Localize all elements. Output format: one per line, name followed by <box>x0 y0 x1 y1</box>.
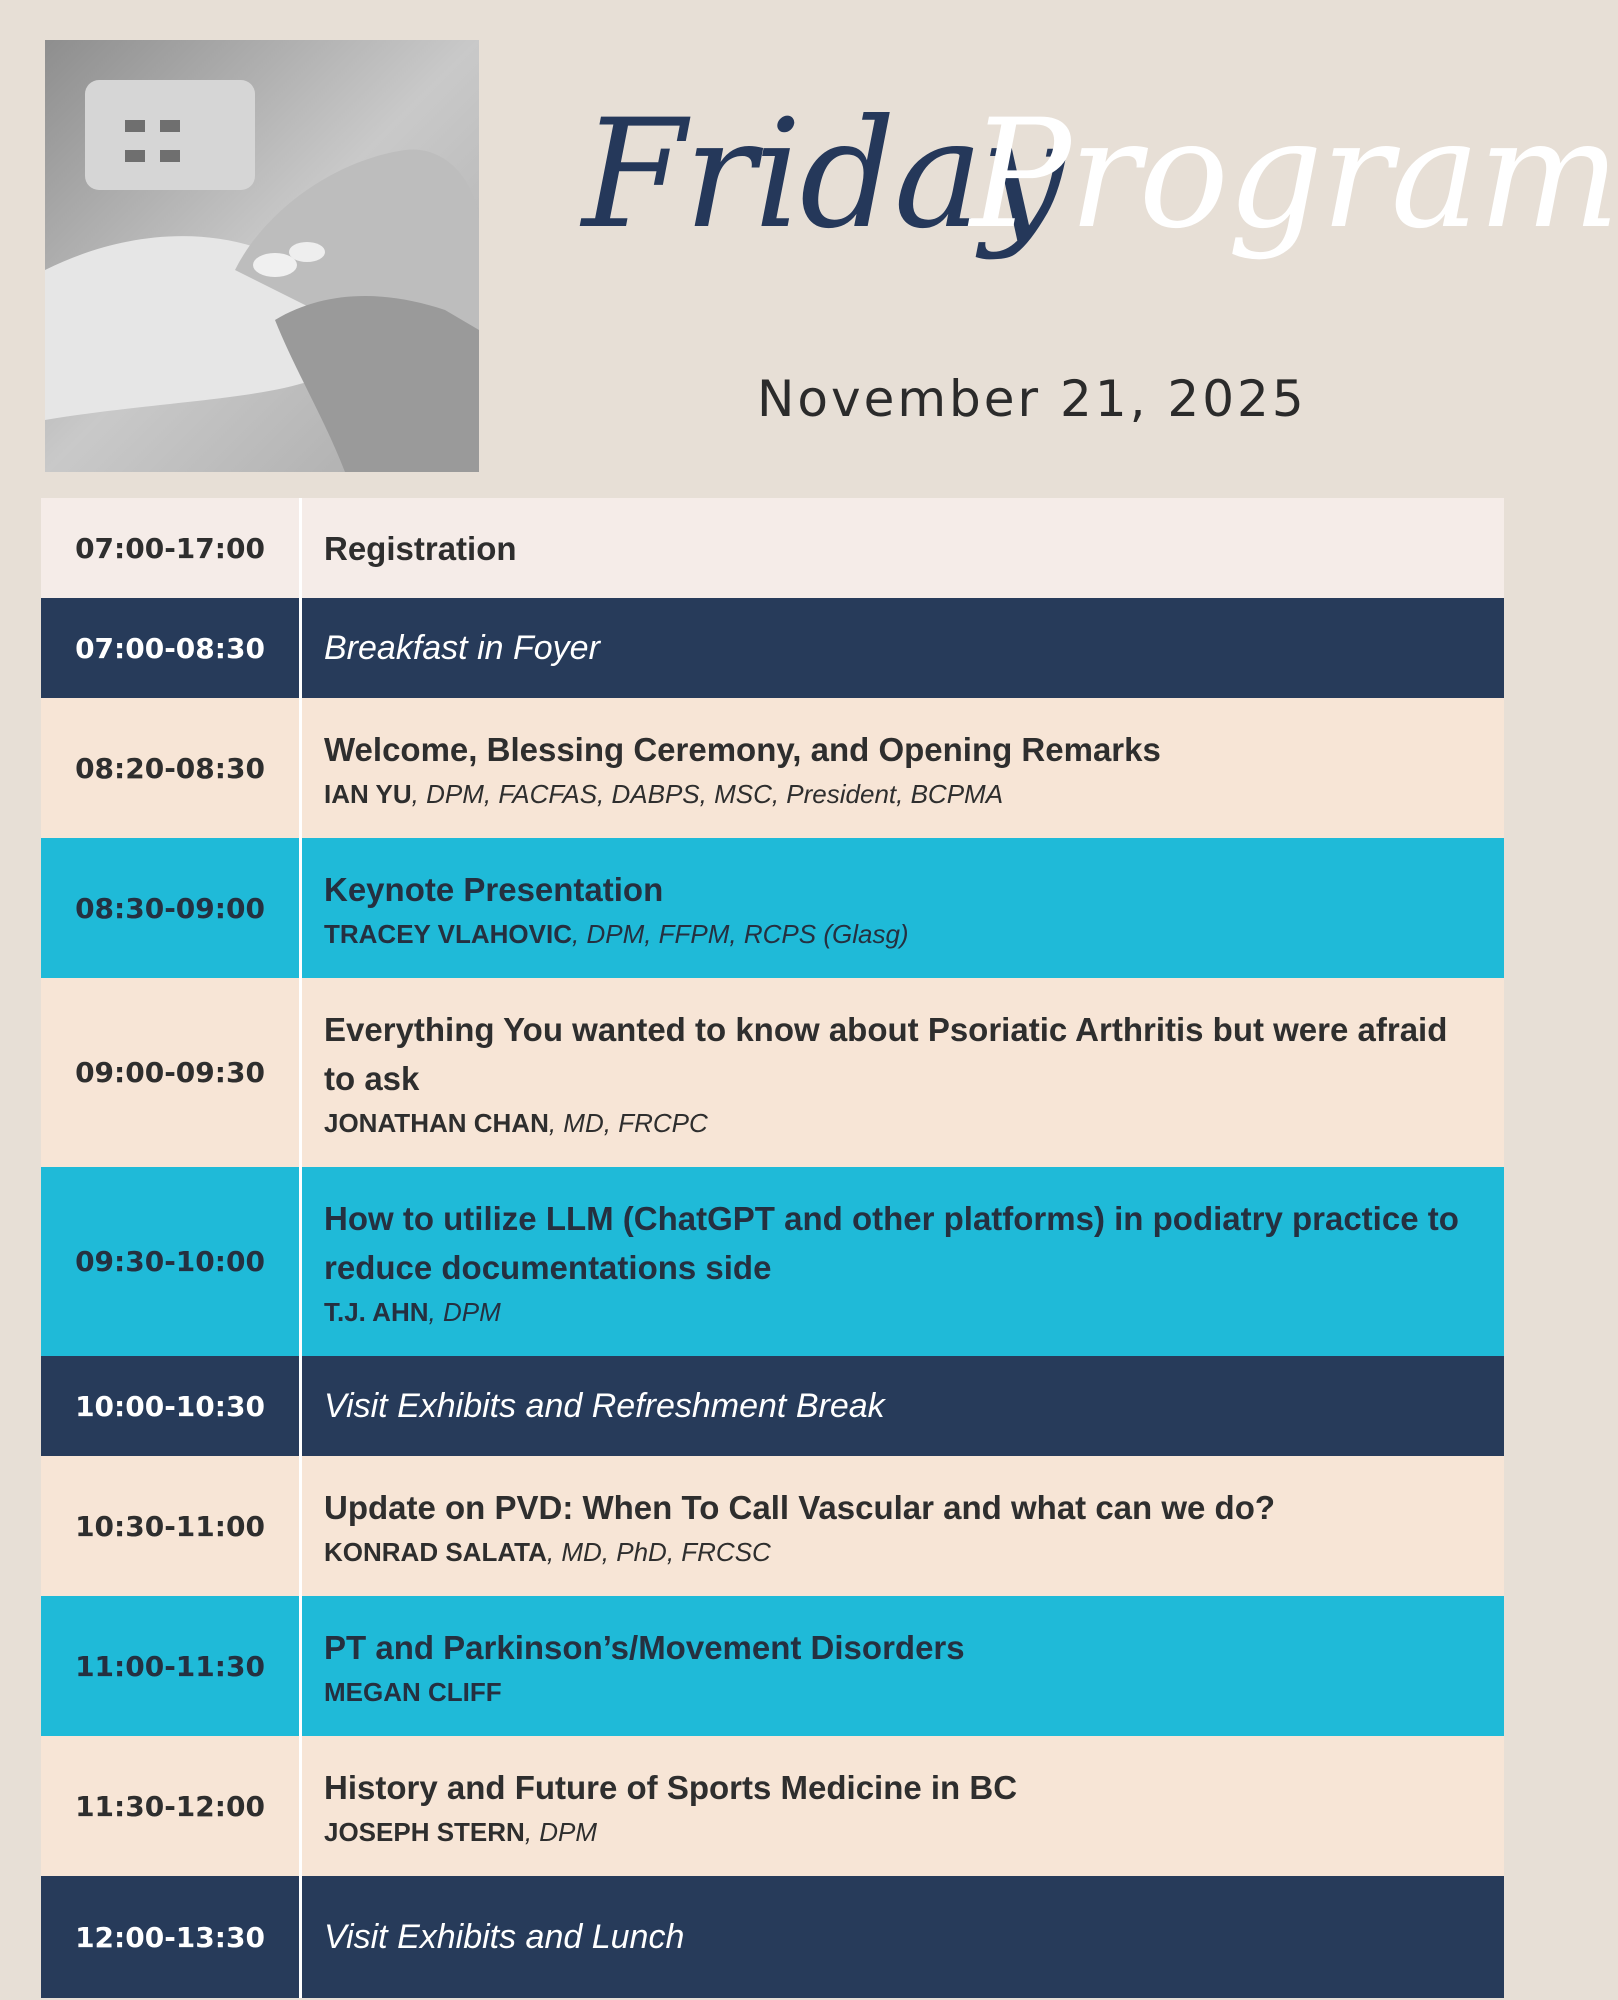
title-program: Program <box>970 88 1618 262</box>
speaker-name: MEGAN CLIFF <box>324 1676 502 1707</box>
session-title: Breakfast in Foyer <box>324 628 600 667</box>
speaker-name: JOSEPH STERN <box>324 1816 525 1847</box>
speaker-name: T.J. AHN <box>324 1296 429 1327</box>
speaker-credentials: , MD, PhD, FRCSC <box>546 1536 771 1567</box>
schedule-row <box>41 698 1504 838</box>
speaker-credentials: , DPM, FFPM, RCPS (Glasg) <box>572 918 909 949</box>
title-friday: Friday <box>582 88 1064 262</box>
session-title: History and Future of Sports Medicine in BC <box>324 1768 1018 1806</box>
schedule-row <box>41 1356 1504 1456</box>
session-speaker <box>324 916 1482 952</box>
session-speaker <box>324 1294 1482 1330</box>
session-title: How to utilize LLM (ChatGPT and other platforms) in podiatry practice to reduce documentations side <box>324 1199 1459 1286</box>
session-title: Everything You wanted to know about Psoriatic Arthritis but were afraid to ask <box>324 1010 1448 1097</box>
session-time: 09:00-09:30 <box>41 978 302 1167</box>
schedule-row <box>41 498 1504 598</box>
session-title: Keynote Presentation <box>324 870 664 908</box>
speaker-credentials: , MD, FRCPC <box>548 1107 708 1138</box>
session-title: Registration <box>324 529 517 567</box>
schedule-row <box>41 1167 1504 1356</box>
program-title <box>570 88 1618 360</box>
speaker-name: TRACEY VLAHOVIC <box>324 918 572 949</box>
schedule-row <box>41 1876 1504 1998</box>
session-time: 10:00-10:30 <box>41 1356 302 1456</box>
foot-massage-photo <box>45 40 479 472</box>
schedule-row <box>41 1596 1504 1736</box>
schedule-row <box>41 1736 1504 1876</box>
speaker-credentials: , DPM, FACFAS, DABPS, MSC, President, BCPMA <box>411 778 1004 809</box>
speaker-name: KONRAD SALATA <box>324 1536 547 1567</box>
schedule-row <box>41 598 1504 698</box>
session-time: 12:00-13:30 <box>41 1876 302 1998</box>
speaker-name: JONATHAN CHAN <box>324 1107 549 1138</box>
session-speaker <box>324 1674 1482 1710</box>
schedule-row <box>41 1456 1504 1596</box>
session-time: 09:30-10:00 <box>41 1167 302 1356</box>
session-time: 08:30-09:00 <box>41 838 302 978</box>
schedule-row <box>41 838 1504 978</box>
session-speaker <box>324 776 1482 812</box>
session-time: 07:00-17:00 <box>41 498 302 598</box>
session-title: Update on PVD: When To Call Vascular and what can we do? <box>324 1488 1276 1526</box>
schedule-row <box>41 978 1504 1167</box>
speaker-name: IAN YU <box>324 778 412 809</box>
session-time: 11:30-12:00 <box>41 1736 302 1876</box>
session-title: Visit Exhibits and Refreshment Break <box>324 1386 885 1425</box>
session-title: Visit Exhibits and Lunch <box>324 1917 685 1956</box>
session-title: Welcome, Blessing Ceremony, and Opening Remarks <box>324 730 1161 768</box>
program-date: November 21, 2025 <box>757 370 1307 428</box>
session-time: 07:00-08:30 <box>41 598 302 698</box>
session-time: 11:00-11:30 <box>41 1596 302 1736</box>
session-time: 10:30-11:00 <box>41 1456 302 1596</box>
session-speaker <box>324 1534 1482 1570</box>
schedule-table <box>41 498 1504 1998</box>
speaker-credentials: , DPM <box>428 1296 501 1327</box>
session-title: PT and Parkinson’s/Movement Disorders <box>324 1628 965 1666</box>
session-speaker <box>324 1105 1482 1141</box>
session-speaker <box>324 1814 1482 1850</box>
speaker-credentials: , DPM <box>524 1816 598 1847</box>
session-time: 08:20-08:30 <box>41 698 302 838</box>
